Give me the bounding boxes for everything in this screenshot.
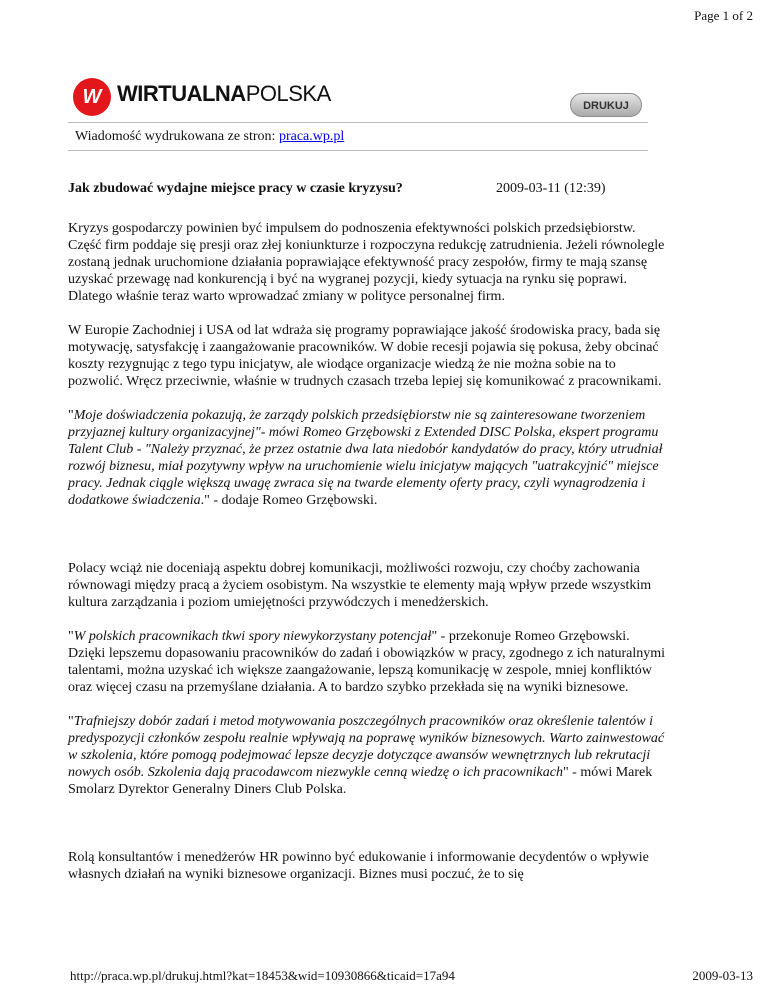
divider-bottom xyxy=(68,150,648,151)
paragraph-6 xyxy=(68,713,668,798)
quote-text: Trafniejszy dobór zadań i metod motywowania poszczególnych pracowników oraz określenie talentów i predyspozycji członków zespołu realnie wpływają na poprawę wyników biznesowych. Warto zainwestować w szkolenia, które pomogą podejmować lepsze decyzje dotyczące awansów wewnętrznych lub rekrutacji nowych osób. Szkolenia dają pracodawcom niezwykle cenną wiedzę o ich pracownikach xyxy=(68,714,665,780)
quote-attribution: " - mówi Marek Smolarz Dyrektor Generalny Diners Club Polska. xyxy=(68,765,653,797)
divider-top xyxy=(68,122,648,123)
source-prefix: Wiadomość wydrukowana ze stron: xyxy=(75,129,279,144)
source-link[interactable]: praca.wp.pl xyxy=(278,129,345,144)
quote-text: W polskich pracownikach tkwi spory niewykorzystany potencjał xyxy=(73,629,432,644)
paragraph-2: W Europie Zachodniej i USA od lat wdraża się programy poprawiające jakość środowiska pracy, bada się motywację, satysfakcję i zaangażowanie pracowników. W dobie recesji pojawia się pokusa, żeby obcinać koszty rezygnując z tego typu inicjatyw, ale wiodące organizacje wiedzą że nie można sobie na to pozwolić. Wręcz przeciwnie, właśnie w trudnych czasach trzeba lepiej się komunikować z pracownikami. xyxy=(68,323,662,389)
quote-open-mark: " xyxy=(68,714,74,729)
print-button[interactable]: DRUKUJ xyxy=(570,93,642,117)
quote-open-mark: " xyxy=(68,629,74,644)
logo-text-light: POLSKA xyxy=(245,81,331,106)
article-datetime: 2009-03-11 (12:39) xyxy=(496,181,606,196)
footer-url: http://praca.wp.pl/drukuj.html?kat=18453&wid=10930866&ticaid=17a94 xyxy=(70,968,455,983)
paragraph-3 xyxy=(68,407,668,509)
footer-date: 2009-03-13 xyxy=(692,968,753,983)
wp-logo-icon: W xyxy=(73,78,111,116)
quote-text: Moje doświadczenia pokazują, że zarządy polskich przedsiębiorstw nie są zainteresowane tworzeniem przyjaznej kultury organizacyjnej"- mówi Romeo Grzębowski z Extended DISC Polska, ekspert programu Talent Club - "Należy przyznać, że przez ostatnie dwa lata niedobór kandydatów do pracy, który utrudniał rozwój biznesu, miał pozytywny wpływ na uruchomienie wielu inicjatyw mających "uatrakcyjnić" miejsce pracy. Jednak ciągle większą uwagę zwraca się na twarde elementy oferty pracy, czyli wynagrodzenia i dodatkowe świadczenia xyxy=(68,408,663,508)
article-title: Jak zbudować wydajne miejsce pracy w czasie kryzysu? xyxy=(68,181,403,196)
article-body xyxy=(68,220,668,883)
quote-attribution: " - przekonuje Romeo Grzębowski. Dzięki lepszemu dopasowaniu pracowników do zadań i obowiązków w pracy, zgodnego z ich naturalnymi talentami, można uzyskać ich większe zaangażowanie, lepszą komunikację w zespole, mniej konfliktów oraz więcej czasu na przemyślane działania. A to bardzo szybko przekłada się na wyniki biznesowe. xyxy=(68,629,666,695)
paragraph-5 xyxy=(68,628,668,696)
quote-open-mark: " xyxy=(68,408,74,423)
wirtualna-polska-logo[interactable] xyxy=(73,76,343,116)
paragraph-4: Polacy wciąż nie doceniają aspektu dobrej komunikacji, możliwości rozwoju, czy choćby zachowania równowagi między pracą a życiem osobistym. Na wszystkie te elementy mają wpływ przede wszystkim kultura zarządzania i poziom umiejętności przywódczych i menedżerskich. xyxy=(68,561,652,610)
paragraph-1: Kryzys gospodarczy powinien być impulsem do podnoszenia efektywności polskich przedsiębiorstw. Część firm poddaje się presji oraz złej koniunkturze i rozpoczyna redukcję zatrudnienia. Jeżeli równolegle zostaną jednak uruchomione działania poprawiające efektywność pracy zespołów, firmy te mają szansę uzyskać przewagę nad konkurencją i być na wygranej pozycji, kiedy sytuacja na rynku się poprawi. Dlatego właśnie teraz warto wprowadzać zmiany w polityce personalnej firm. xyxy=(68,221,665,304)
logo-wordmark xyxy=(117,81,331,107)
quote-attribution: ." - dodaje Romeo Grzębowski. xyxy=(200,493,378,508)
page-number: Page 1 of 2 xyxy=(694,8,753,23)
paragraph-7: Rolą konsultantów i menedżerów HR powinno być edukowanie i informowanie decydentów o wpływie własnych działań na wyniki biznesowe organizacji. Biznes musi poczuć, że to się xyxy=(68,850,649,882)
logo-text-bold: WIRTUALNA xyxy=(117,81,246,106)
source-line xyxy=(75,129,344,145)
